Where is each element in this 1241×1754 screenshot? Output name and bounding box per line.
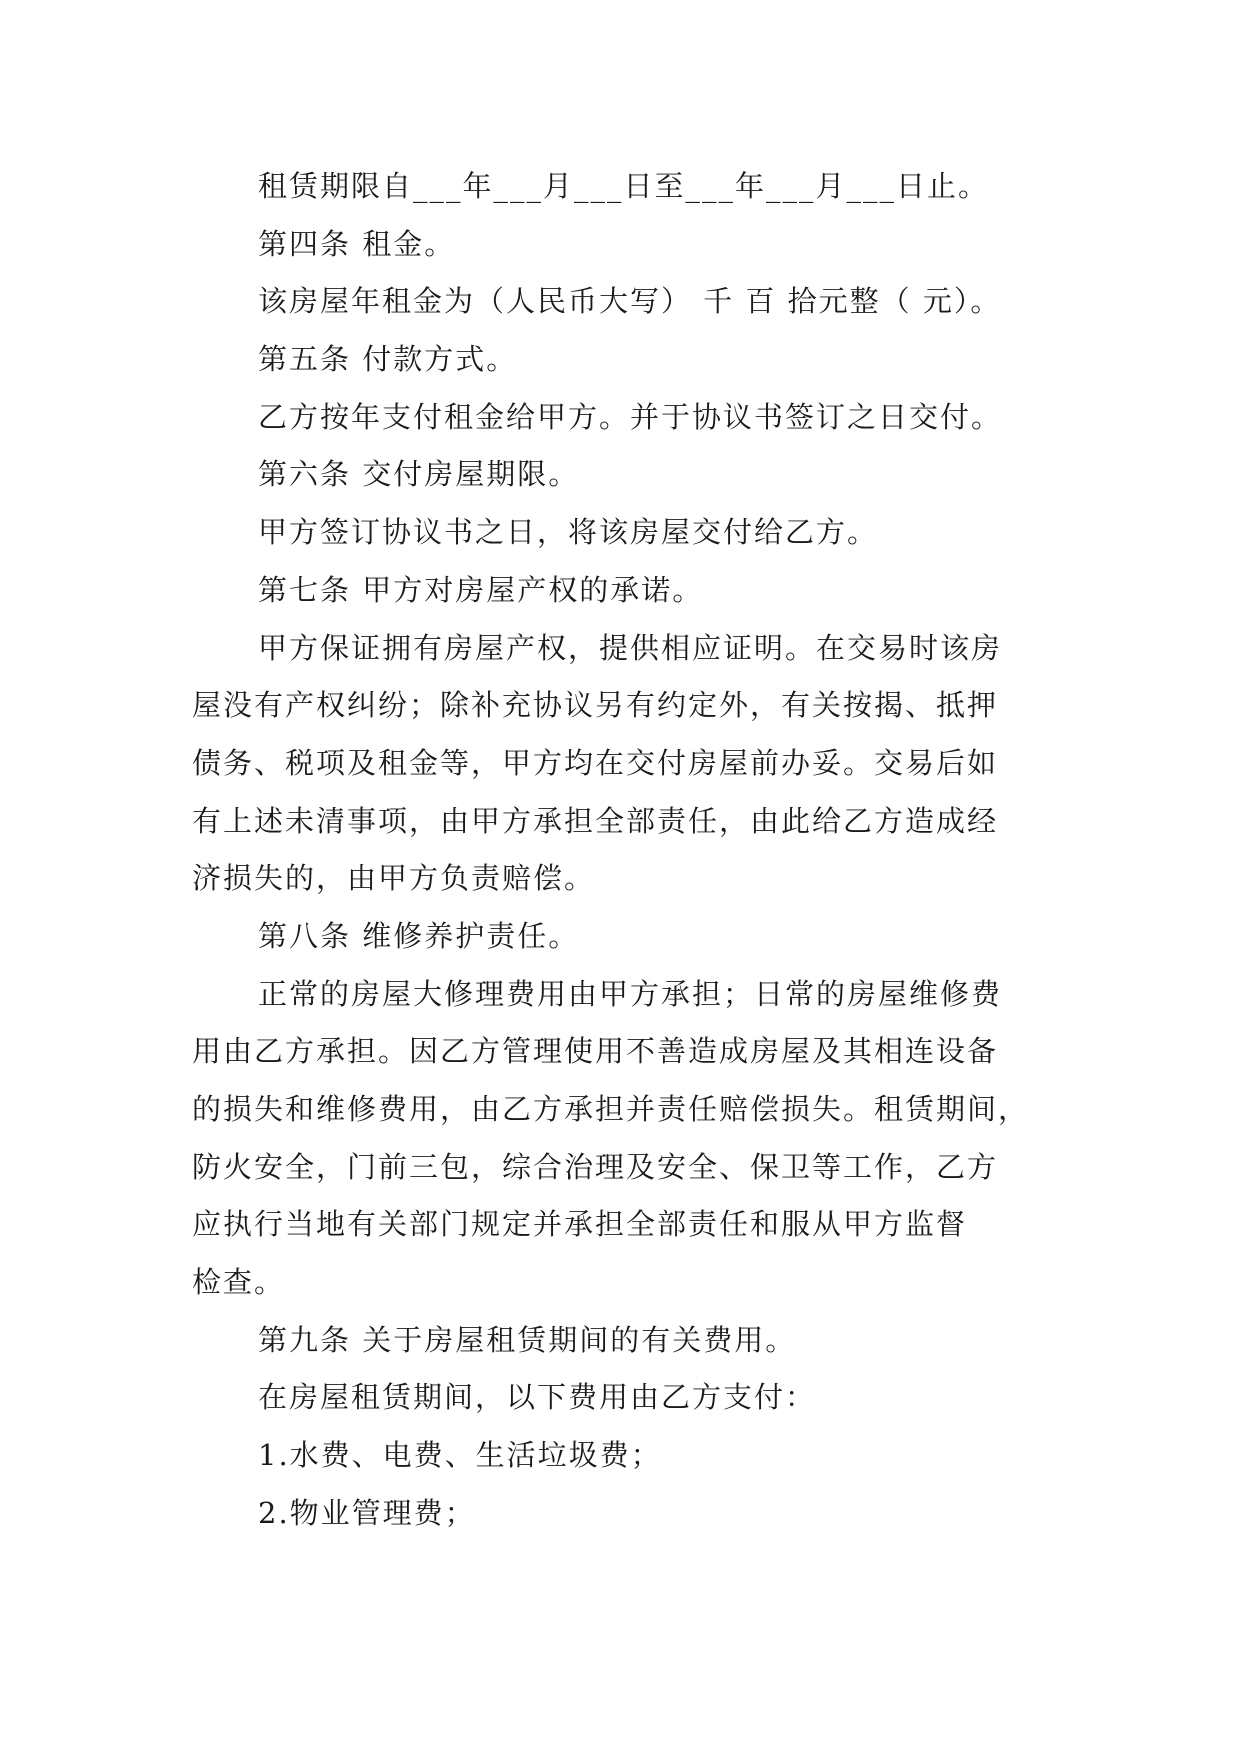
article-8-paragraph-line-2: 用由乙方承担。因乙方管理使用不善造成房屋及其相连设备	[192, 1034, 999, 1069]
article-8-paragraph-line-6: 检查。	[192, 1265, 286, 1300]
article-8-paragraph-line-1: 正常的房屋大修理费用由甲方承担；日常的房屋维修费	[258, 976, 1003, 1011]
article-9-heading: 第九条 关于房屋租赁期间的有关费用。	[258, 1322, 797, 1357]
article-7-paragraph-line-4: 有上述未清事项，由甲方承担全部责任，由此给乙方造成经	[192, 803, 999, 838]
article-7-paragraph-line-2: 屋没有产权纠纷；除补充协议另有约定外，有关按揭、抵押	[192, 688, 999, 723]
document-body	[192, 158, 1052, 1543]
article-8-paragraph-line-4: 防火安全，门前三包，综合治理及安全、保卫等工作，乙方	[192, 1149, 999, 1184]
article-8-paragraph-line-5: 应执行当地有关部门规定并承担全部责任和服从甲方监督	[192, 1207, 968, 1242]
article-7-heading: 第七条 甲方对房屋产权的承诺。	[258, 572, 704, 607]
article-7-paragraph-line-5: 济损失的，由甲方负责赔偿。	[192, 861, 596, 896]
lease-term-line: 租赁期限自___年___月___日至___年___月___日止。	[258, 169, 990, 203]
article-6-heading: 第六条 交付房屋期限。	[258, 457, 580, 492]
fee-list-item-1: 1.水费、电费、生活垃圾费；	[258, 1438, 662, 1473]
article-5-heading: 第五条 付款方式。	[258, 342, 518, 377]
article-7-paragraph-line-3: 债务、税项及租金等，甲方均在交付房屋前办妥。交易后如	[192, 745, 999, 780]
article-8-paragraph-line-3: 的损失和维修费用，由乙方承担并责任赔偿损失。租赁期间，	[192, 1092, 1030, 1126]
payment-method-line: 乙方按年支付租金给甲方。并于协议书签订之日交付。	[258, 399, 1003, 434]
article-4-heading: 第四条 租金。	[258, 226, 456, 261]
article-9-intro: 在房屋租赁期间，以下费用由乙方支付：	[258, 1380, 817, 1415]
fee-list-item-2: 2.物业管理费；	[258, 1495, 476, 1530]
delivery-line: 甲方签订协议书之日，将该房屋交付给乙方。	[258, 515, 879, 550]
article-7-paragraph-line-1: 甲方保证拥有房屋产权，提供相应证明。在交易时该房	[258, 630, 1003, 665]
rent-amount-line: 该房屋年租金为（人民币大写） 千 百 拾元整（ 元）。	[258, 284, 1002, 319]
article-8-heading: 第八条 维修养护责任。	[258, 918, 580, 953]
